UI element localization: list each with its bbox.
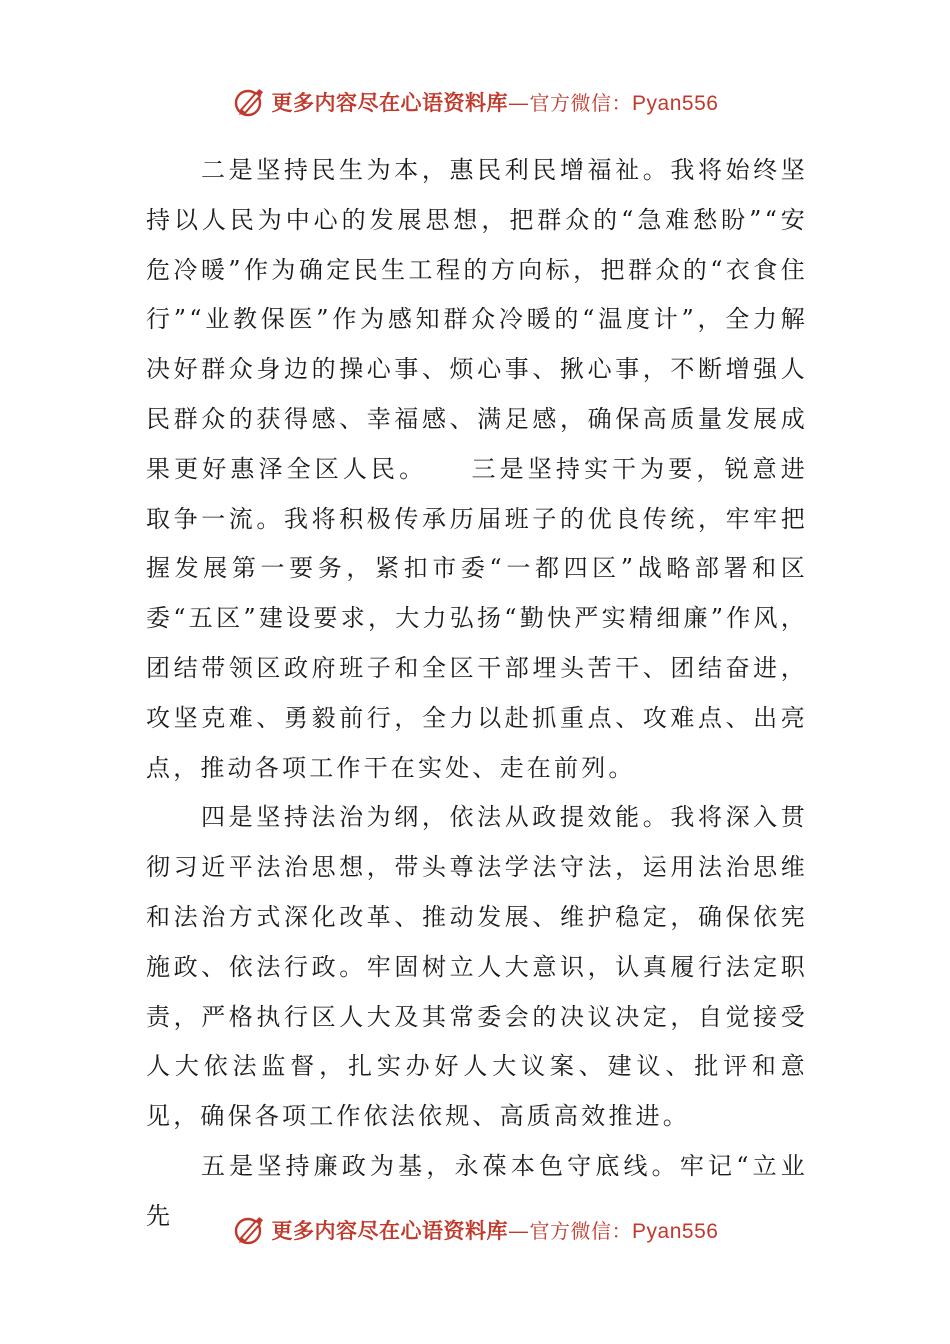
header-official-label: 官方微信： xyxy=(529,91,633,115)
footer-dash: — xyxy=(508,1219,530,1243)
document-body xyxy=(146,146,808,1242)
footer-wechat-id: Pyan556 xyxy=(632,1220,719,1243)
header-brand: 更多内容尽在心语资料库 xyxy=(271,90,509,115)
paragraph-4: 四是坚持法治为纲，依法从政提效能。我将深入贯彻习近平法治思想，带头尊法学法守法，运用法治思维和法治方式深化改革、推动发展、维护稳定，确保依宪施政、依法行政。牢固树立人大意识，认真履行法定职责，严格执行区人大及其常委会的决议决定，自觉接受人大依法监督，扎实办好人大议案、建议、批评和意见，确保各项工作依法依规、高质高效推进。 xyxy=(146,803,808,1131)
pen-circle-logo-icon xyxy=(232,1213,266,1247)
header-wechat-id: Pyan556 xyxy=(632,92,719,115)
footer-brand: 更多内容尽在心语资料库 xyxy=(271,1218,509,1243)
footer-banner xyxy=(0,1210,950,1250)
header-dash: — xyxy=(508,91,530,115)
paragraph-5: 五是坚持廉政为基，永葆本色守底线。牢记“立业先 xyxy=(146,1151,808,1230)
pen-circle-logo-icon xyxy=(232,85,266,119)
header-banner-text xyxy=(272,87,719,117)
paragraph-2-3: 二是坚持民生为本，惠民利民增福祉。我将始终坚持以人民为中心的发展思想，把群众的“急难愁盼”“安危冷暖”作为确定民生工程的方向标，把群众的“衣食住行”“业教保医”作为感知群众冷暖的“温度计”，全力解决好群众身边的操心事、烦心事、揪心事，不断增强人民群众的获得感、幸福感、满足感，确保高质量发展成果更好惠泽全区人民。 三是坚持实干为要，锐意进取争一流。我将积极传承历届班子的优良传统，牢牢把握发展第一要务，紧扣市委“一都四区”战略部署和区委“五区”建设要求，大力弘扬“勤快严实精细廉”作风，团结带领区政府班子和全区干部埋头苦干、团结奋进，攻坚克难、勇毅前行，全力以赴抓重点、攻难点、出亮点，推动各项工作干在实处、走在前列。 xyxy=(146,156,808,782)
footer-banner-text xyxy=(272,1215,719,1245)
footer-official-label: 官方微信： xyxy=(529,1219,633,1243)
header-banner xyxy=(0,82,950,122)
